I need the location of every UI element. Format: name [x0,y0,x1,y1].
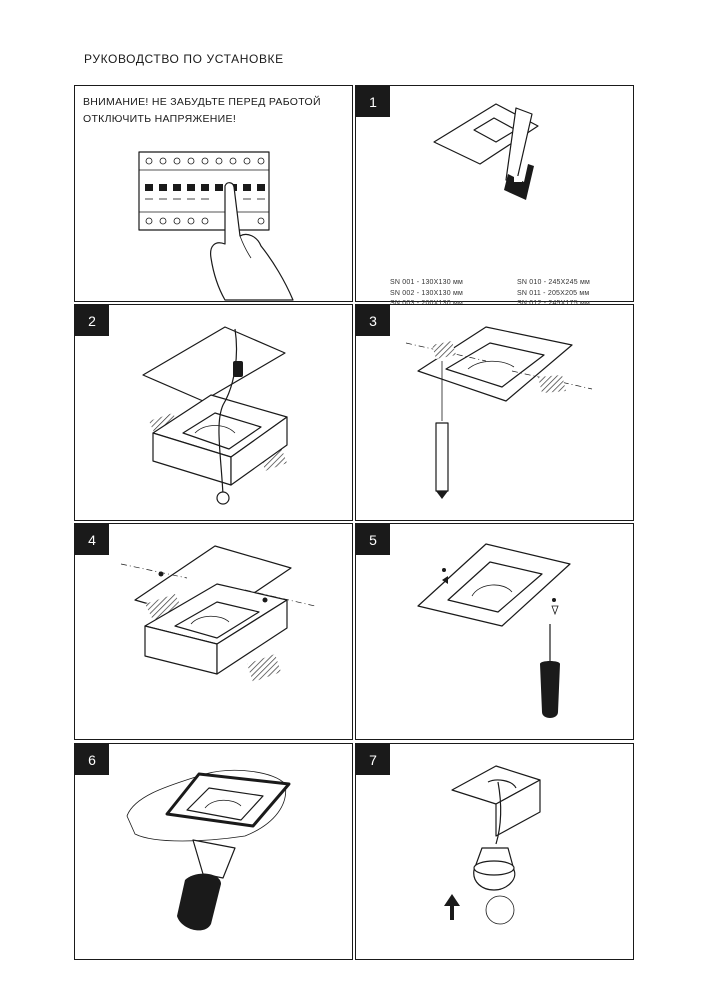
step-number-1: 1 [356,86,390,117]
size-item: SN 001 - 130X130 мм [390,279,463,286]
step-number-5: 5 [356,524,390,555]
warning-line-2: ОТКЛЮЧИТЬ НАПРЯЖЕНИЕ! [83,113,237,125]
step-4-panel [74,523,353,740]
lamp-install-illustration [356,744,635,961]
wiring-illustration [75,305,354,522]
step-number-4: 4 [75,524,109,555]
breaker-panel-illustration [75,86,354,303]
step-number-2: 2 [75,305,109,336]
step-1-panel [355,85,634,302]
warning-panel [74,85,353,302]
step-6-panel [74,743,353,960]
step-number-7: 7 [356,744,390,775]
fixture-insert-illustration [75,524,354,741]
size-item: SN 002 - 130X130 мм [390,289,463,297]
step-3-panel [355,304,634,521]
size-item: SN 011 - 205X205 мм [517,289,590,297]
marking-illustration [356,305,635,522]
warning-line-1: ВНИМАНИЕ! НЕ ЗАБУДЬТЕ ПЕРЕД РАБОТОЙ [83,96,321,108]
step-7-panel [355,743,634,960]
size-item: SN 010 - 245X245 мм [517,279,590,286]
screwing-illustration [356,524,635,741]
breaker-switches [145,158,265,224]
arrow-up-icon [444,894,460,920]
saw-cutting-illustration [356,86,635,303]
ring-icon [486,896,514,924]
step-5-panel [355,523,634,740]
plastering-illustration [75,744,354,961]
page-title: РУКОВОДСТВО ПО УСТАНОВКЕ [84,52,284,66]
connector-icon [217,492,229,504]
step-number-6: 6 [75,744,109,775]
hand-icon [211,183,293,300]
spatula-icon [193,840,235,878]
pencil-icon [436,423,448,491]
step-2-panel [74,304,353,521]
step-number-3: 3 [356,305,390,336]
